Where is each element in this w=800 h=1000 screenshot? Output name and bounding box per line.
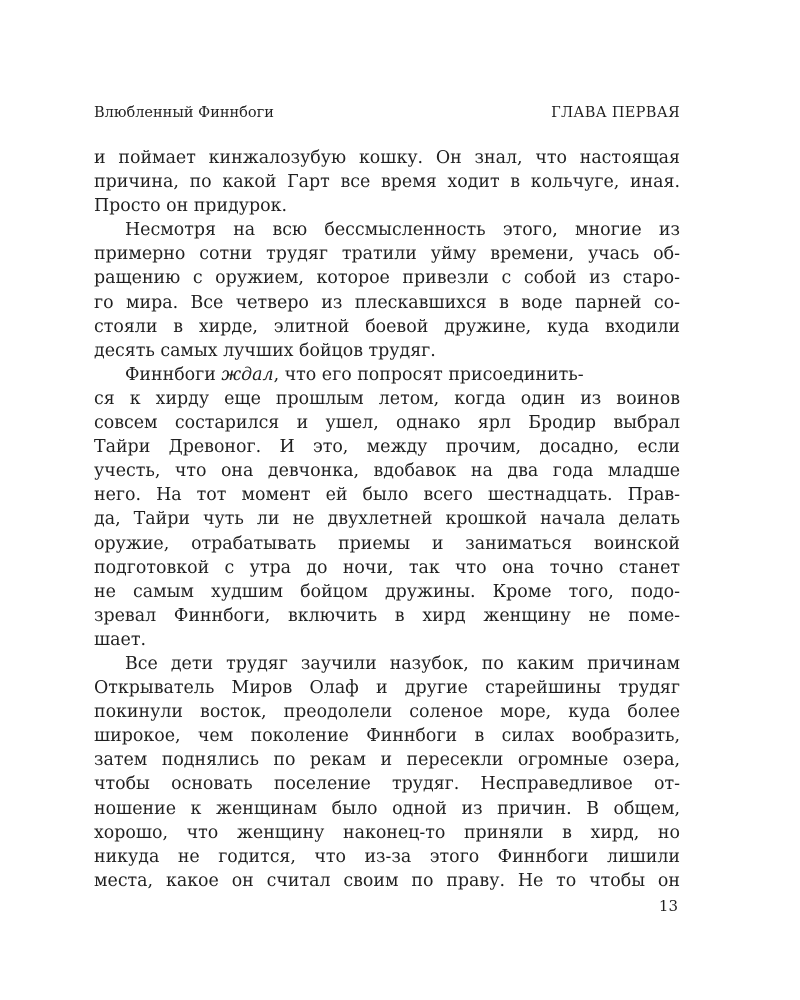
text-line: ся к хирду еще прошлым летом, когда один из воинов (94, 388, 680, 409)
text-line: хорошо, что женщину наконец-то приняли в хирд, но (94, 822, 680, 843)
text-line: места, какое он считал своим по праву. Не то чтобы он (94, 870, 680, 891)
text-line: оружие, отрабатывать приемы и заниматься воинской (94, 533, 680, 554)
text-line: Тайри Древоног. И это, между прочим, досадно, если (94, 437, 680, 458)
text-line: зревал Финнбоги, включить в хирд женщину не поме- (94, 605, 680, 626)
book-title: Влюбленный Финнбоги (94, 105, 274, 121)
text-line: никуда не годится, что из-за этого Финнбоги лишили (94, 846, 680, 867)
text-line: стояли в хирде, элитной боевой дружине, куда входили (94, 316, 680, 337)
text-line: причина, по какой Гарт все время ходит в кольчуге, иная. (94, 172, 680, 193)
text-segment: , что его попросят присоединить- (273, 364, 584, 385)
text-line: десять самых лучших бойцов трудяг. (94, 340, 436, 361)
text-line: Все дети трудяг заучили назубок, по каким причинам (125, 653, 680, 674)
text-line: Просто он придурок. (94, 196, 287, 217)
text-line: шает. (94, 629, 146, 650)
text-line: затем поднялись по рекам и пересекли огромные озера, (94, 750, 680, 771)
text-line: него. На тот момент ей было всего шестнадцать. Прав- (94, 485, 680, 506)
text-line: широкое, чем поколение Финнбоги в силах вообразить, (94, 726, 680, 747)
text-line: ношение к женщинам было одной из причин. В общем, (94, 798, 680, 819)
text-line-with-emphasis (94, 363, 680, 387)
body-text (94, 146, 680, 893)
text-line: да, Тайри чуть ли не двухлетней крошкой начала делать (94, 509, 680, 530)
text-line: покинули восток, преодолели соленое море, куда более (94, 702, 680, 723)
text-line: совсем состарился и ушел, однако ярл Бродир выбрал (94, 413, 680, 434)
text-line: чтобы основать поселение трудяг. Несправедливое от- (94, 774, 680, 795)
text-line: не самым худшим бойцом дружины. Кроме того, подо- (94, 581, 680, 602)
text-line: примерно сотни трудяг тратили уйму времени, учась об- (94, 244, 680, 265)
text-segment: Финнбоги (125, 364, 216, 385)
text-line: подготовкой с утра до ночи, так что она точно станет (94, 557, 680, 578)
emphasized-word: ждал (221, 364, 274, 385)
text-line: Открыватель Миров Олаф и другие старейшины трудяг (94, 678, 680, 699)
chapter-title: ГЛАВА ПЕРВАЯ (551, 105, 680, 121)
text-line: и поймает кинжалозубую кошку. Он знал, что настоящая (94, 148, 680, 168)
text-line: учесть, что она девчонка, вдобавок на два года младше (94, 461, 680, 482)
text-line: го мира. Все четверо из плескавшихся в воде парней со- (94, 292, 680, 313)
page-number: 13 (658, 897, 678, 915)
running-head (94, 102, 680, 124)
text-line: Несмотря на всю бессмысленность этого, многие из (125, 220, 680, 241)
text-line: ращению с оружием, которое привезли с собой из старо- (94, 268, 680, 289)
